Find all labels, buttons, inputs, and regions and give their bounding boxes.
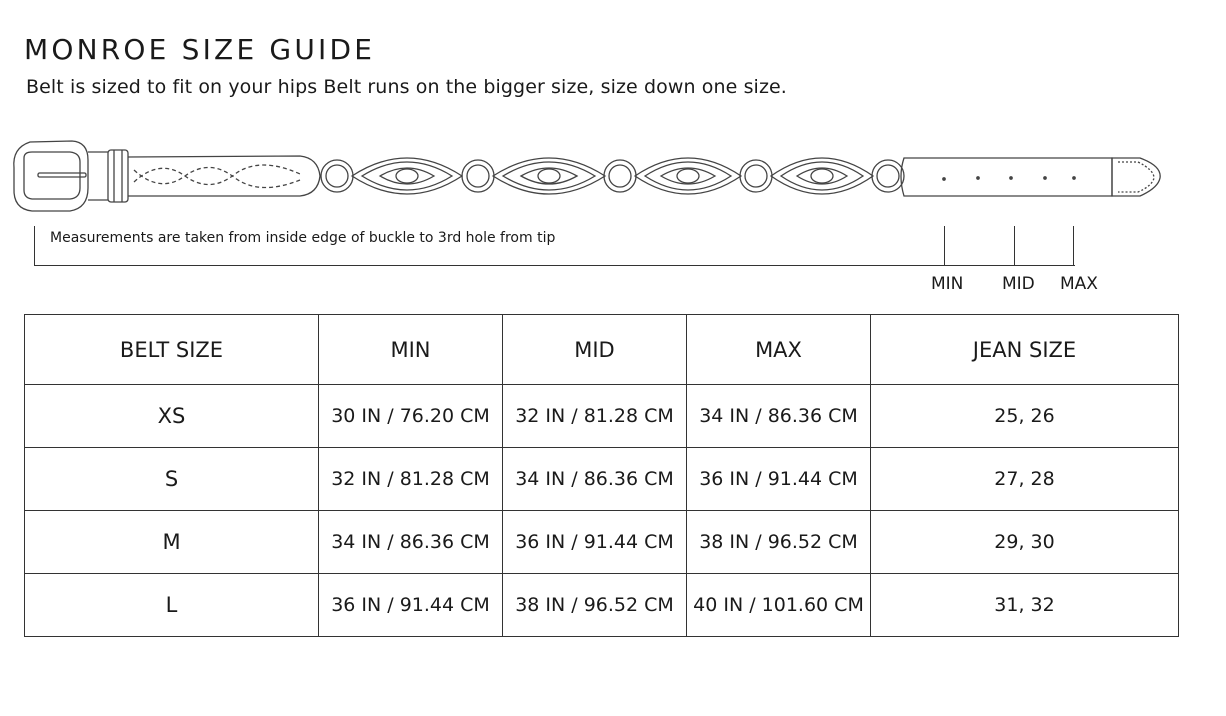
mid-cell: 32 IN / 81.28 CM bbox=[503, 385, 687, 448]
jean-size-cell: 25, 26 bbox=[871, 385, 1179, 448]
max-cell: 34 IN / 86.36 CM bbox=[687, 385, 871, 448]
jean-size-cell: 31, 32 bbox=[871, 574, 1179, 637]
min-cell: 36 IN / 91.44 CM bbox=[319, 574, 503, 637]
belt-size-cell: XS bbox=[25, 385, 319, 448]
belt-size-cell: L bbox=[25, 574, 319, 637]
header-max: MAX bbox=[687, 315, 871, 385]
header-min: MIN bbox=[319, 315, 503, 385]
table-row bbox=[25, 574, 1179, 637]
belt-size-cell: M bbox=[25, 511, 319, 574]
header-mid: MID bbox=[503, 315, 687, 385]
mid-cell: 34 IN / 86.36 CM bbox=[503, 448, 687, 511]
table-header-row bbox=[25, 315, 1179, 385]
mid-cell: 38 IN / 96.52 CM bbox=[503, 574, 687, 637]
page-subtitle: Belt is sized to fit on your hips Belt runs on the bigger size, size down one size. bbox=[26, 76, 787, 98]
table-row bbox=[25, 511, 1179, 574]
mid-cell: 36 IN / 91.44 CM bbox=[503, 511, 687, 574]
marker-mid-label: MID bbox=[1002, 274, 1035, 294]
concho-icon bbox=[352, 158, 462, 194]
header-belt-size: BELT SIZE bbox=[25, 315, 319, 385]
belt-keeper-icon bbox=[108, 150, 128, 202]
marker-max-label: MAX bbox=[1060, 274, 1098, 294]
jean-size-cell: 29, 30 bbox=[871, 511, 1179, 574]
max-cell: 40 IN / 101.60 CM bbox=[687, 574, 871, 637]
tick-mid bbox=[1014, 226, 1015, 265]
tick-max bbox=[1073, 226, 1074, 265]
concho-icon bbox=[493, 158, 605, 194]
buckle-icon bbox=[14, 141, 108, 211]
concho-icon bbox=[771, 158, 873, 194]
page-title: MONROE SIZE GUIDE bbox=[24, 33, 376, 66]
concho-chain bbox=[321, 158, 904, 194]
tick-min bbox=[944, 226, 945, 265]
jean-size-cell: 27, 28 bbox=[871, 448, 1179, 511]
min-cell: 34 IN / 86.36 CM bbox=[319, 511, 503, 574]
table-row bbox=[25, 448, 1179, 511]
belt-strap-end bbox=[901, 158, 1160, 196]
marker-min-label: MIN bbox=[931, 274, 964, 294]
table-row bbox=[25, 385, 1179, 448]
belt-size-cell: S bbox=[25, 448, 319, 511]
size-table bbox=[24, 314, 1179, 637]
belt-illustration bbox=[0, 130, 1226, 222]
concho-icon bbox=[635, 158, 741, 194]
max-cell: 38 IN / 96.52 CM bbox=[687, 511, 871, 574]
min-cell: 32 IN / 81.28 CM bbox=[319, 448, 503, 511]
measurement-note: Measurements are taken from inside edge of buckle to 3rd hole from tip bbox=[50, 230, 556, 246]
min-cell: 30 IN / 76.20 CM bbox=[319, 385, 503, 448]
max-cell: 36 IN / 91.44 CM bbox=[687, 448, 871, 511]
header-jean-size: JEAN SIZE bbox=[871, 315, 1179, 385]
